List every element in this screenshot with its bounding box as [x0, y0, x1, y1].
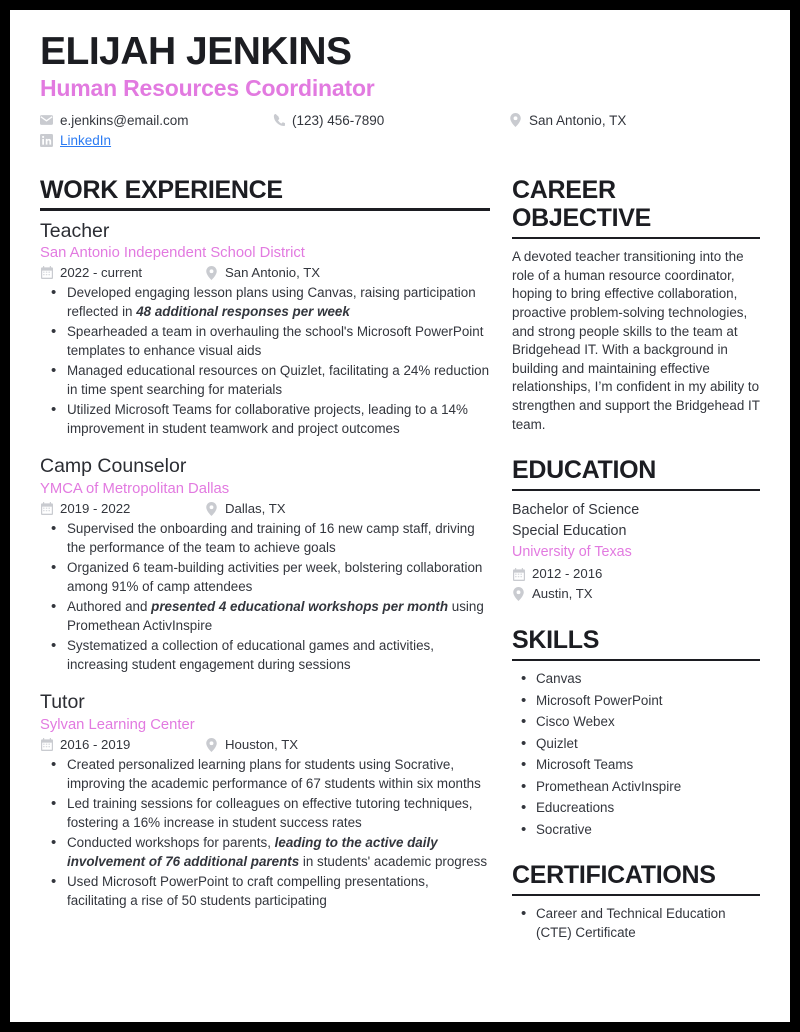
job-bullets: [40, 756, 490, 910]
map-pin-icon: [205, 738, 218, 752]
list-item: • Career and Technical Education (CTE) Certificate: [512, 905, 760, 942]
job-bullet: [40, 362, 490, 399]
work-experience-divider: [40, 208, 490, 211]
certifications-heading: CERTIFICATIONS: [512, 861, 716, 890]
envelope-icon: [40, 113, 53, 127]
job-entry: [40, 691, 490, 910]
job-company: Sylvan Learning Center: [40, 716, 195, 733]
bullet-emphasis: 48 additional responses per week: [136, 303, 350, 319]
job-dates: [40, 501, 205, 516]
education-dates-text: 2012 - 2016: [532, 566, 603, 582]
resume-header: [40, 32, 760, 148]
list-item: • Educreations: [512, 799, 760, 818]
contact-location-text: San Antonio, TX: [529, 112, 627, 128]
bullet-pre: Developed engaging lesson plans using Canvas, raising participation reflected in: [67, 285, 476, 319]
job-role: Tutor: [40, 691, 85, 714]
job-location: [205, 737, 298, 752]
education-divider: [512, 489, 760, 492]
list-item: • Canvas: [512, 670, 760, 689]
linkedin-icon: [40, 133, 53, 147]
certifications-list: [512, 905, 760, 942]
bullet-pre: Created personalized learning plans for students using Socrative, improving the academic performance of 67 students within six months: [67, 757, 481, 791]
job-dates: [40, 737, 205, 752]
job-entry: [40, 220, 490, 439]
career-objective-text: A devoted teacher transitioning into the role of a human resource coordinator, hoping to bring effective collaboration, proactive problem-solving technologies, and strong people skills to the team at Bridgehead IT. With a background in building and maintaining effective relationships, I’m confident in my ability to strengthen and support the Bridgehead IT team.: [512, 249, 760, 432]
calendar-icon: [512, 567, 525, 581]
resume-body: [40, 176, 760, 946]
job-bullet: [40, 559, 490, 596]
education-location: [512, 584, 760, 604]
education-heading: EDUCATION: [512, 456, 657, 485]
certifications-divider: [512, 894, 760, 897]
job-company: San Antonio Independent School District: [40, 244, 305, 261]
job-role: Camp Counselor: [40, 455, 187, 478]
bullet-pre: Supervised the onboarding and training of 16 new camp staff, driving the performance of the team to achieve goals: [67, 521, 475, 555]
job-entry: [40, 455, 490, 674]
contact-location: [509, 113, 760, 128]
job-bullet: [40, 637, 490, 674]
job-company: YMCA of Metropolitan Dallas: [40, 480, 230, 497]
contact-linkedin-link[interactable]: LinkedIn: [60, 132, 112, 148]
education-degree: Bachelor of Science: [512, 502, 640, 519]
job-location-text: Houston, TX: [225, 737, 299, 753]
candidate-name: ELIJAH JENKINS: [40, 30, 352, 73]
job-meta: [40, 501, 490, 516]
list-item: • Microsoft PowerPoint: [512, 692, 760, 711]
job-location-text: San Antonio, TX: [225, 265, 321, 281]
contact-row-primary: [40, 113, 760, 128]
map-pin-icon: [205, 502, 218, 516]
contact-row-secondary: [40, 133, 760, 148]
job-dates: [40, 265, 205, 280]
left-column: [40, 176, 490, 913]
list-item: • Microsoft Teams: [512, 756, 760, 775]
job-location-text: Dallas, TX: [225, 501, 286, 517]
skills-divider: [512, 659, 760, 662]
bullet-emphasis: presented 4 educational workshops per month: [151, 599, 449, 615]
bullet-pre: Systematized a collection of educational games and activities, increasing student engagement during sessions: [67, 638, 434, 672]
bullet-pre: Utilized Microsoft Teams for collaborative projects, leading to a 14% improvement in student teamwork and project outcomes: [67, 402, 468, 436]
job-meta: [40, 265, 490, 280]
job-dates-text: 2022 - current: [60, 265, 143, 281]
resume-page: [10, 10, 790, 1022]
education-dates: [512, 564, 760, 584]
phone-icon: [272, 113, 285, 127]
job-location: [205, 501, 286, 516]
calendar-icon: [40, 738, 53, 752]
job-dates-text: 2016 - 2019: [60, 737, 131, 753]
contact-phone-text: (123) 456-7890: [292, 112, 385, 128]
job-bullet: [40, 284, 490, 321]
skills-list: [512, 670, 760, 839]
map-pin-icon: [205, 266, 218, 280]
section-work-experience: [40, 176, 490, 911]
list-item: • Promethean ActivInspire: [512, 778, 760, 797]
bullet-post: using Promethean ActivInspire: [67, 599, 484, 633]
bullet-pre: Managed educational resources on Quizlet, facilitating a 24% reduction in time spent searching for materials: [67, 363, 490, 397]
section-skills: [512, 626, 760, 839]
job-role: Teacher: [40, 219, 110, 242]
bullet-pre: Led training sessions for colleagues on effective tutoring techniques, fostering a 16% increase in student success rates: [67, 796, 473, 830]
career-objective-heading: CAREER OBJECTIVE: [512, 175, 651, 233]
job-bullet: [40, 520, 490, 557]
job-meta: [40, 737, 490, 752]
calendar-icon: [40, 502, 53, 516]
bullet-post: in students' academic progress: [299, 853, 488, 869]
career-objective-divider: [512, 237, 760, 240]
contact-email-text: e.jenkins@email.com: [60, 112, 189, 128]
job-bullet: [40, 795, 490, 832]
map-pin-icon: [509, 113, 522, 127]
contact-email[interactable]: [40, 113, 272, 128]
section-education: [512, 456, 760, 604]
contact-linkedin[interactable]: [40, 133, 111, 148]
list-item: • Cisco Webex: [512, 713, 760, 732]
contact-phone[interactable]: [272, 113, 509, 128]
list-item: • Socrative: [512, 821, 760, 840]
bullet-pre: Used Microsoft PowerPoint to craft compelling presentations, facilitating a rise of 50 students participating: [67, 874, 429, 908]
job-location: [205, 265, 320, 280]
education-location-text: Austin, TX: [532, 586, 593, 602]
job-bullet: [40, 598, 490, 635]
education-school: University of Texas: [512, 543, 632, 560]
map-pin-icon: [512, 587, 525, 601]
bullet-pre: Conducted workshops for parents,: [67, 835, 275, 851]
calendar-icon: [40, 266, 53, 280]
job-bullet: [40, 756, 490, 793]
candidate-job-title: Human Resources Coordinator: [40, 74, 375, 101]
bullet-pre: Spearheaded a team in overhauling the school's Microsoft PowerPoint templates to enhance visual aids: [67, 324, 484, 358]
bullet-pre: Organized 6 team-building activities per week, bolstering collaboration among 91% of camp attendees: [67, 560, 483, 594]
job-bullet: [40, 323, 490, 360]
education-field: Special Education: [512, 523, 627, 539]
right-column: [512, 176, 760, 946]
job-bullets: [40, 520, 490, 674]
list-item: • Quizlet: [512, 735, 760, 754]
skills-heading: SKILLS: [512, 626, 600, 655]
section-certifications: [512, 861, 760, 942]
bullet-pre: Authored and: [67, 599, 152, 615]
job-dates-text: 2019 - 2022: [60, 501, 131, 517]
work-experience-heading: WORK EXPERIENCE: [40, 175, 283, 204]
section-career-objective: [512, 176, 760, 435]
job-bullet: [40, 401, 490, 438]
job-bullet: [40, 834, 490, 871]
job-bullet: [40, 873, 490, 910]
bullet-emphasis: leading to the active daily involvement of 76 additional parents: [67, 835, 438, 869]
job-bullets: [40, 284, 490, 438]
